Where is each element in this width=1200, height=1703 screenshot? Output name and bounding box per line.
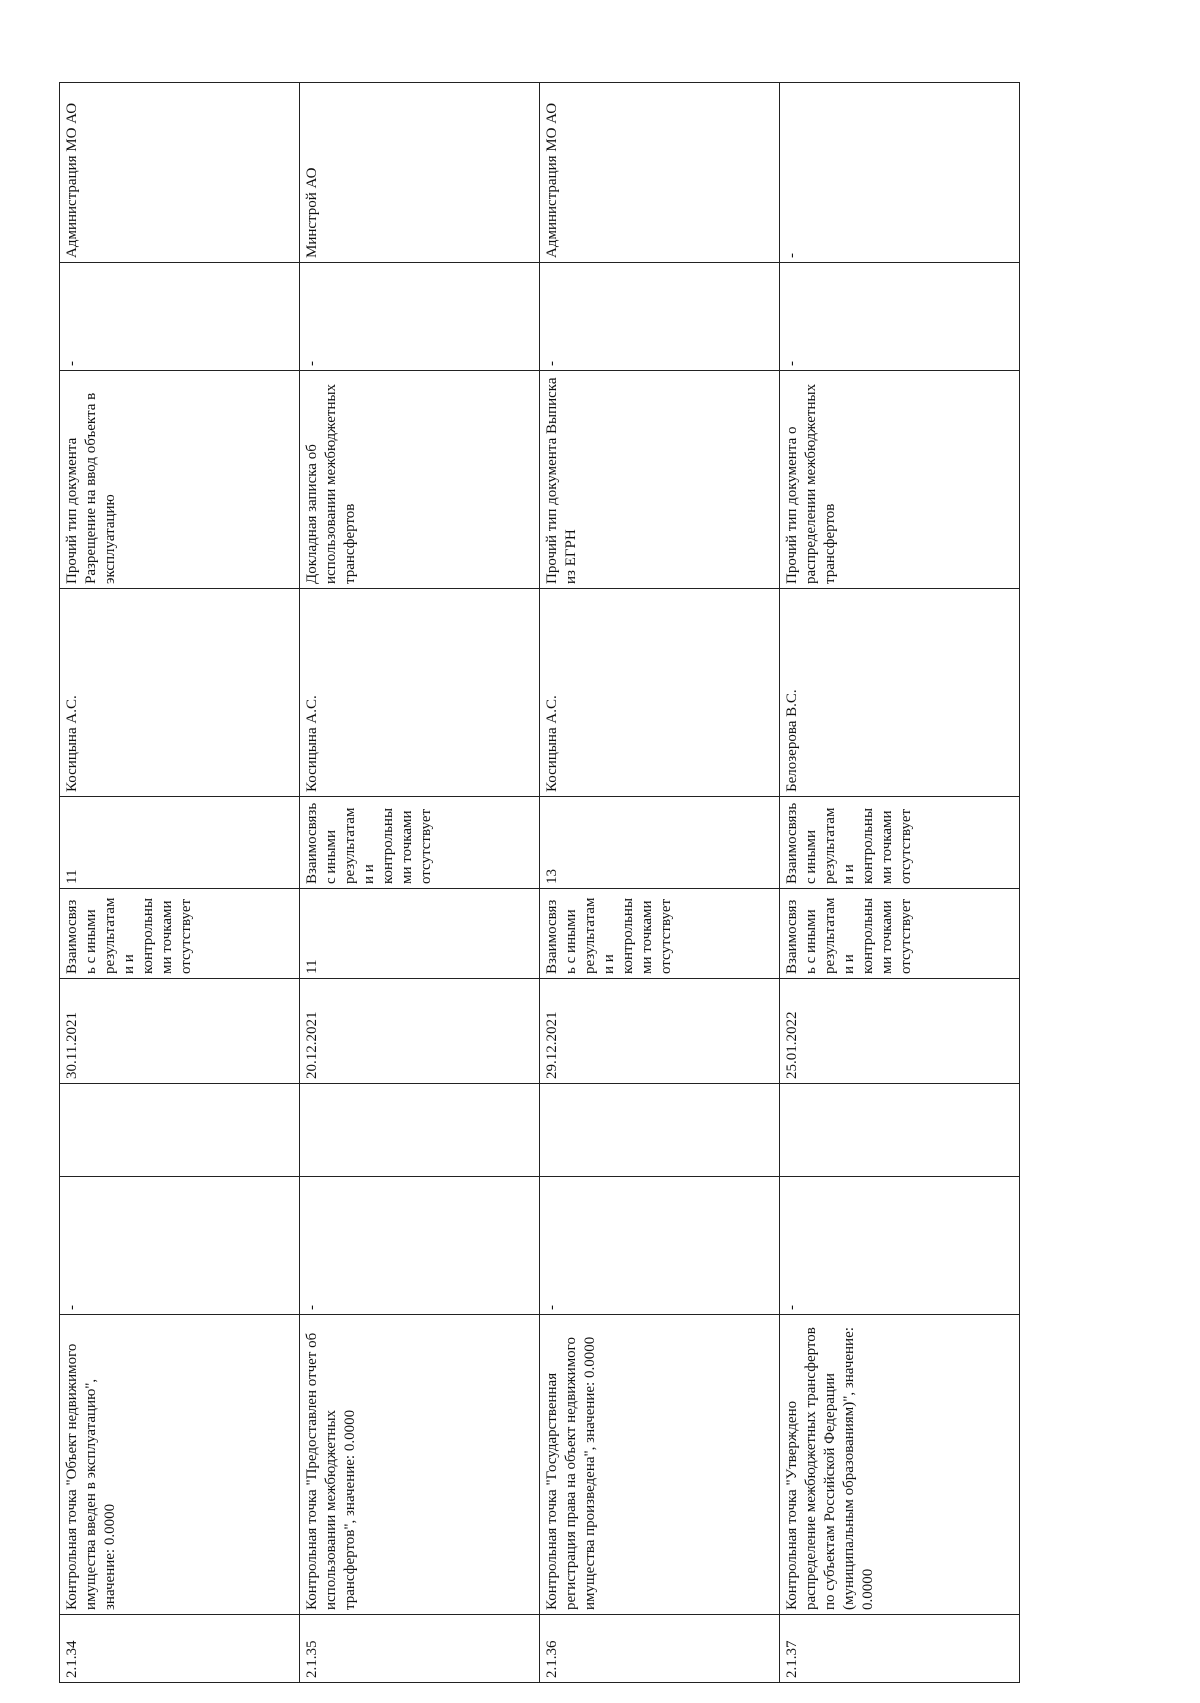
relation-cell-a: Взаимосвязь с иными результатами и контрольными точками отсутствует bbox=[780, 889, 1020, 979]
dash-cell: - bbox=[60, 1177, 300, 1315]
dash-cell: - bbox=[780, 263, 1020, 371]
control-point-name: Контрольная точка "Объект недвижимого имущества введен в эксплуатацию", значение: 0.0000 bbox=[60, 1315, 300, 1615]
relation-cell-b: 13 bbox=[540, 797, 780, 889]
due-date: 25.01.2022 bbox=[780, 979, 1020, 1084]
control-point-name: Контрольная точка "Утверждено распределение межбюджетных трансфертов по субъектам Российской Федерации (муниципальным образованиям)", значение: 0.0000 bbox=[780, 1315, 1020, 1615]
relation-cell-b: 11 bbox=[60, 797, 300, 889]
document-type: Прочий тип документа Выписка из ЕГРН bbox=[540, 371, 780, 589]
relation-cell-b: Взаимосвязь с иными результатами и контрольными точками отсутствует bbox=[780, 797, 1020, 889]
relation-cell-a: Взаимосвязь с иными результатами и контрольными точками отсутствует bbox=[540, 889, 780, 979]
document-type: Прочий тип документа о распределении межбюджетных трансфертов bbox=[780, 371, 1020, 589]
due-date: 29.12.2021 bbox=[540, 979, 780, 1084]
organization: Администрация МО АО bbox=[60, 83, 300, 263]
dash-cell: - bbox=[60, 263, 300, 371]
table-row bbox=[300, 83, 540, 1683]
document-type: Прочий тип документа Разрещение на ввод объекта в эксплуатацию bbox=[60, 371, 300, 589]
dash-cell: - bbox=[300, 263, 540, 371]
empty-cell bbox=[300, 1084, 540, 1177]
dash-cell: - bbox=[300, 1177, 540, 1315]
empty-cell bbox=[540, 1084, 780, 1177]
document-type: Докладная записка об использовании межбюджетных трансфертов bbox=[300, 371, 540, 589]
table-row bbox=[60, 83, 300, 1683]
dash-cell: - bbox=[540, 1177, 780, 1315]
row-number: 2.1.36 bbox=[540, 1615, 780, 1683]
due-date: 20.12.2021 bbox=[300, 979, 540, 1084]
empty-cell bbox=[780, 1084, 1020, 1177]
control-point-name: Контрольная точка "Предоставлен отчет об использовании межбюджетных трансфертов", значение: 0.0000 bbox=[300, 1315, 540, 1615]
dash-cell: - bbox=[780, 1177, 1020, 1315]
row-number: 2.1.34 bbox=[60, 1615, 300, 1683]
table-row bbox=[780, 83, 1020, 1683]
rotated-table-container bbox=[59, 83, 1027, 1683]
organization: Минстрой АО bbox=[300, 83, 540, 263]
empty-cell bbox=[60, 1084, 300, 1177]
relation-cell-a bbox=[300, 889, 540, 979]
responsible-person: Косицына А.С. bbox=[60, 589, 300, 797]
responsible-person: Косицына А.С. bbox=[300, 589, 540, 797]
responsible-person: Белозерова В.С. bbox=[780, 589, 1020, 797]
control-point-name: Контрольная точка "Государственная регистрация права на объект недвижимого имущества произведена", значение: 0.0000 bbox=[540, 1315, 780, 1615]
organization: Администрация МО АО bbox=[540, 83, 780, 263]
table-row bbox=[540, 83, 780, 1683]
relation-cell-b: Взаимосвязь с иными результатами и контрольными точками отсутствует bbox=[300, 797, 540, 889]
row-number: 2.1.35 bbox=[300, 1615, 540, 1683]
due-date: 30.11.2021 bbox=[60, 979, 300, 1084]
control-points-table bbox=[59, 82, 1020, 1683]
dash-cell: - bbox=[540, 263, 780, 371]
organization: - bbox=[780, 83, 1020, 263]
row-number: 2.1.37 bbox=[780, 1615, 1020, 1683]
relation-number: 11 bbox=[304, 959, 320, 974]
relation-cell-a: Взаимосвязь с иными результатами и контрольными точками отсутствует bbox=[60, 889, 300, 979]
responsible-person: Косицына А.С. bbox=[540, 589, 780, 797]
